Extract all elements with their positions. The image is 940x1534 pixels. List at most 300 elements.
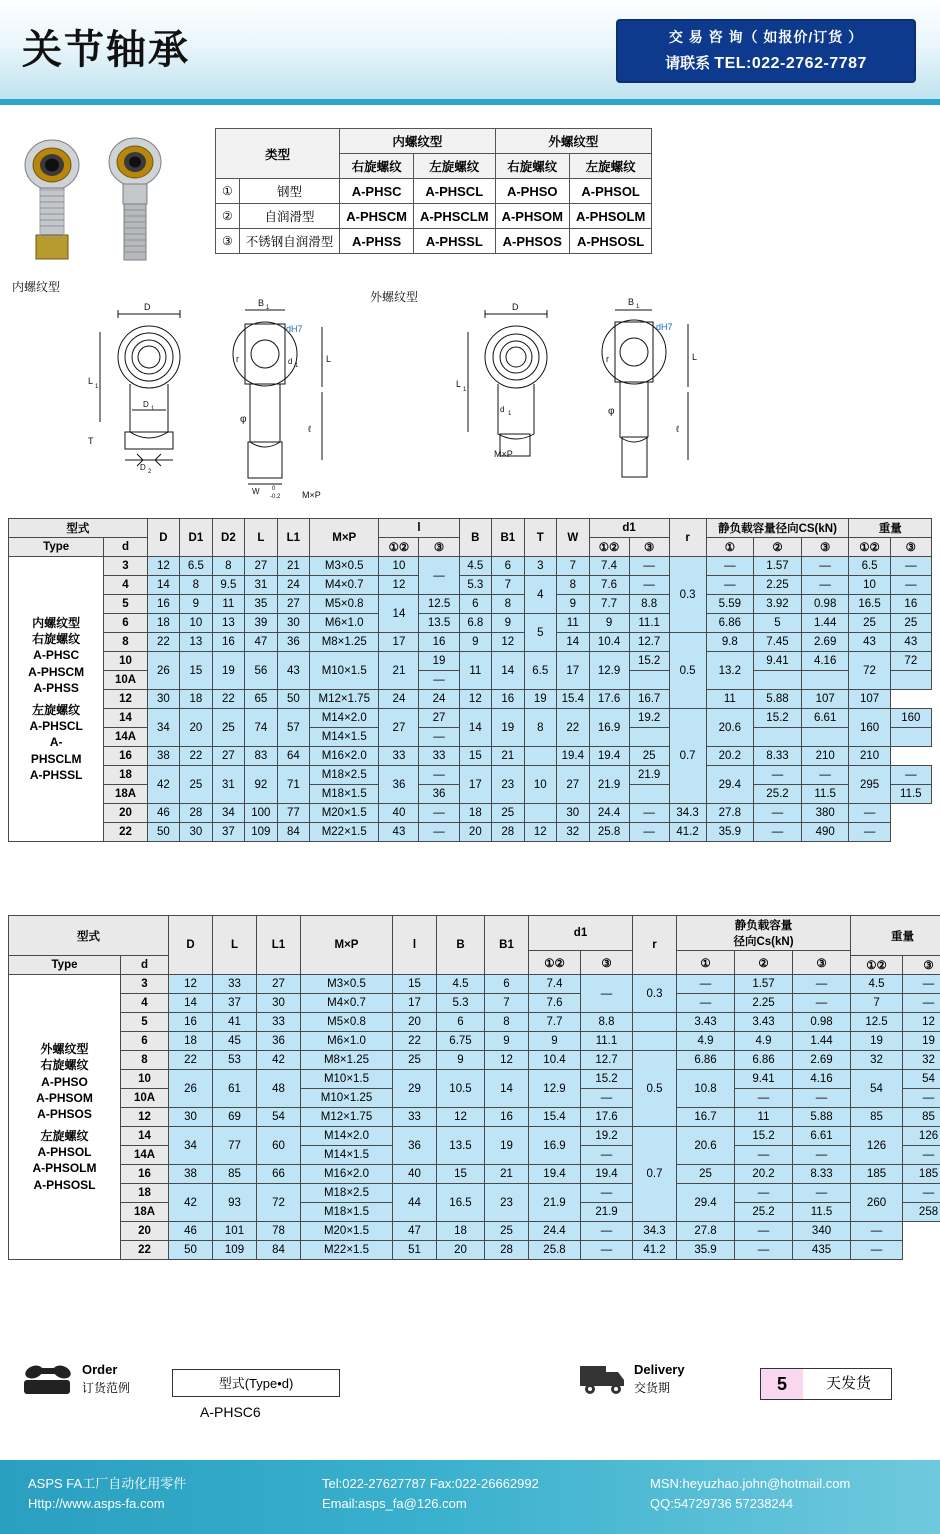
svg-text:ℓ: ℓ: [308, 424, 311, 434]
cell-cs3: 4.16: [801, 652, 849, 671]
cell2-d1b: 8.8: [581, 1013, 633, 1032]
type-name-3: A-PHSCM: [28, 664, 85, 679]
th2-B: B: [437, 916, 485, 975]
type2-name-2: A-PHSO: [41, 1074, 88, 1089]
cell2-B1: 6: [485, 975, 529, 994]
cell2-B1: 12: [485, 1051, 529, 1070]
cell-w3: —: [849, 823, 890, 842]
cell-d1b: 19.4: [589, 747, 629, 766]
cell2-L1: 48: [257, 1070, 301, 1108]
cell2-B: 6.75: [437, 1032, 485, 1051]
svg-text:M×P: M×P: [494, 449, 513, 459]
code-internal-left: A-PHSCL: [413, 179, 495, 204]
cell2-B1: 16: [485, 1108, 529, 1127]
cell-D2: 31: [212, 766, 244, 804]
cell-D: 22: [147, 633, 179, 652]
table-row: [9, 766, 932, 785]
cell2-w3: 54: [903, 1070, 940, 1089]
th-cs-2: ②: [754, 538, 802, 557]
sub-external-right: 右旋螺纹: [495, 154, 569, 179]
type-name-2: A-PHSC: [33, 648, 80, 663]
cell-L1: 43: [277, 652, 309, 690]
cell-w3: 210: [849, 747, 890, 766]
cell-w3: 25: [890, 614, 931, 633]
cell-d: 22: [104, 823, 147, 842]
th-B: B: [459, 519, 491, 557]
cell2-w12: 126: [851, 1127, 903, 1165]
cell2-cs2: 1.57: [735, 975, 793, 994]
cell-D1: 8: [180, 576, 212, 595]
cell2-cs2: 3.43: [735, 1013, 793, 1032]
group-external-header: 外螺纹型: [495, 129, 652, 154]
th-l-3: ③: [419, 538, 459, 557]
cell-d1a: 21.9: [589, 766, 629, 804]
cell-D: 30: [147, 690, 179, 709]
cell-l12: 36: [379, 766, 419, 804]
cell-w12: 107: [801, 690, 849, 709]
cell2-D: 12: [169, 975, 213, 994]
cell-W: 8: [557, 576, 589, 595]
code-external-left: A-PHSOSL: [569, 229, 651, 254]
cell-D1: 25: [180, 766, 212, 804]
th-w-12: ①②: [849, 538, 890, 557]
cell-D: 34: [147, 709, 179, 747]
cell2-L1: 60: [257, 1127, 301, 1165]
cell-L: 35: [245, 595, 277, 614]
th-type: 型式: [9, 519, 148, 538]
cell2-MP: M18×2.5: [301, 1184, 393, 1203]
cell-D1: 30: [180, 823, 212, 842]
table-row: [9, 557, 932, 576]
cell-cs3: 8.33: [754, 747, 802, 766]
cell2-d1a: 7.6: [529, 994, 581, 1013]
cell-B1: 14: [492, 652, 524, 690]
cell-l12: 12: [379, 576, 419, 595]
cell-D: 50: [147, 823, 179, 842]
cell-d: 3: [104, 557, 147, 576]
cell-D: 18: [147, 614, 179, 633]
cell2-w12: 85: [851, 1108, 903, 1127]
cell2-d1b: 15.2: [581, 1070, 633, 1089]
cell2-l: 25: [393, 1051, 437, 1070]
cell-D2: 16: [212, 633, 244, 652]
th-L: L: [245, 519, 277, 557]
cell2-B: 16.5: [437, 1184, 485, 1222]
figure-internal-thread: [40, 292, 370, 507]
cell-d1b: —: [629, 576, 669, 595]
cell-cs1: 16.7: [629, 690, 669, 709]
cell-B: 20: [459, 823, 491, 842]
cell2-B1: 23: [485, 1184, 529, 1222]
cell-D: 16: [147, 595, 179, 614]
cell2-d1a: 21.9: [529, 1184, 581, 1222]
cell2-d1b: 21.9: [581, 1203, 633, 1222]
cell-cs2: 1.57: [754, 557, 802, 576]
cell-cs3: —: [801, 766, 849, 785]
cell-MP: M22×1.5: [310, 823, 379, 842]
cell-d: 10A: [104, 671, 147, 690]
cell2-d: 12: [121, 1108, 169, 1127]
cell-L: 31: [245, 576, 277, 595]
th2-B1: B1: [485, 916, 529, 975]
cell-d1b: [629, 671, 669, 690]
svg-text:1: 1: [95, 384, 99, 390]
cell-cs2: 20.2: [706, 747, 754, 766]
delivery-label-en: Delivery: [634, 1362, 685, 1377]
cell-w3: —: [849, 804, 890, 823]
cell-D2: 25: [212, 709, 244, 747]
cell2-cs2: —: [735, 1184, 793, 1203]
th2-cs-1: ①: [677, 951, 735, 975]
cell-l3: 19: [419, 652, 459, 671]
svg-text:T: T: [88, 436, 94, 446]
cell2-cs3: —: [735, 1222, 793, 1241]
cell2-cs3: —: [735, 1241, 793, 1260]
th2-type-en: Type: [9, 956, 121, 975]
cell2-cs3: —: [793, 975, 851, 994]
cell2-d1b: —: [581, 1222, 633, 1241]
cell-w12: 380: [801, 804, 849, 823]
cell-d: 12: [104, 690, 147, 709]
cell2-d: 5: [121, 1013, 169, 1032]
type-name-5: 左旋螺纹: [32, 703, 81, 717]
sub-external-left: 左旋螺纹: [569, 154, 651, 179]
cell-d1b: 17.6: [589, 690, 629, 709]
cell-MP: M6×1.0: [310, 614, 379, 633]
cell-cs1: 41.2: [669, 823, 706, 842]
footer-email[interactable]: Email:asps_fa@126.com: [322, 1496, 467, 1511]
cell-r: 0.7: [669, 709, 706, 804]
cell2-w3: —: [851, 1222, 903, 1241]
cell-D1: 13: [180, 633, 212, 652]
order-type-box: 型式(Type•d): [172, 1369, 340, 1397]
cell-w12: 10: [849, 576, 890, 595]
th-d1: d1: [589, 519, 669, 538]
cell2-d1a: 7.4: [529, 975, 581, 994]
cell2-r: [633, 1032, 677, 1051]
svg-text:W: W: [252, 487, 260, 496]
table-row: [9, 614, 932, 633]
cell-cs3: 11.5: [801, 785, 849, 804]
th-cs: 静负载容量径向CS(kN): [706, 519, 849, 538]
cell-L: 83: [245, 747, 277, 766]
cell2-l: 36: [393, 1127, 437, 1165]
cell-cs2: 7.45: [754, 633, 802, 652]
cell-D: 38: [147, 747, 179, 766]
th2-cs-2: ②: [735, 951, 793, 975]
cell2-w3: —: [903, 1184, 940, 1203]
svg-text:1: 1: [151, 406, 155, 412]
cell2-d: 16: [121, 1165, 169, 1184]
cell-B: 15: [459, 747, 491, 766]
cell-L1: 84: [277, 823, 309, 842]
cell-D2: 11: [212, 595, 244, 614]
code-internal-right: A-PHSS: [340, 229, 414, 254]
table-row: [9, 690, 932, 709]
cell-l3: 33: [419, 747, 459, 766]
cell-L: 47: [245, 633, 277, 652]
contact-line-1: 交 易 咨 询（ 如报价/订货 ）: [668, 29, 864, 45]
cell-MP: M4×0.7: [310, 576, 379, 595]
footer-msn[interactable]: MSN:heyuzhao.john@hotmail.com: [650, 1476, 851, 1491]
cell2-B1: 14: [485, 1070, 529, 1108]
cell2-D: 42: [169, 1184, 213, 1222]
cell2-cs2: 27.8: [677, 1222, 735, 1241]
cell2-w3: —: [903, 1089, 940, 1108]
cell2-d1b: —: [581, 1184, 633, 1203]
svg-text:1: 1: [295, 363, 299, 369]
cell2-w3: —: [903, 975, 940, 994]
page-header: [0, 0, 940, 105]
contact-tel: TEL:022-2762-7787: [714, 55, 867, 72]
svg-text:D: D: [512, 302, 519, 312]
cell2-MP: M12×1.75: [301, 1108, 393, 1127]
cell-w12: 210: [801, 747, 849, 766]
cell-d: 5: [104, 595, 147, 614]
cell-d: 10: [104, 652, 147, 671]
cell2-l: 29: [393, 1070, 437, 1108]
th2-w-3: ③: [903, 956, 940, 975]
cell2-L: 41: [213, 1013, 257, 1032]
type2-name-4: A-PHSOS: [37, 1106, 92, 1121]
cell-l3: —: [419, 766, 459, 785]
cell-w12: 72: [849, 652, 890, 690]
th2-w-12: ①②: [851, 956, 903, 975]
footer-website[interactable]: Http://www.asps-fa.com: [28, 1496, 165, 1511]
sub-internal-left: 左旋螺纹: [413, 154, 495, 179]
cell-B1: 6: [492, 557, 524, 576]
order-example: A-PHSC6: [200, 1404, 261, 1420]
svg-text:D: D: [140, 463, 146, 472]
cell2-d1b: —: [581, 1089, 633, 1108]
cell-W: 9: [557, 595, 589, 614]
cell-cs1: 5.59: [706, 595, 754, 614]
cell2-cs3: 11.5: [793, 1203, 851, 1222]
cell-l3: —: [419, 823, 459, 842]
table-row: [9, 1184, 940, 1203]
cell-W: 7: [557, 557, 589, 576]
cell-L1: 24: [277, 576, 309, 595]
cell2-MP: M8×1.25: [301, 1051, 393, 1070]
th-D1: D1: [180, 519, 212, 557]
th2-d: d: [121, 956, 169, 975]
cell2-d1a: 16.9: [529, 1127, 581, 1165]
cell-l3: —: [419, 804, 459, 823]
cell2-L: 85: [213, 1165, 257, 1184]
svg-text:ℓ: ℓ: [676, 424, 679, 434]
cell2-r: 0.3: [633, 975, 677, 1013]
cell2-l: 22: [393, 1032, 437, 1051]
page-title: 关节轴承: [22, 28, 190, 72]
cell-cs3: 6.61: [801, 709, 849, 728]
cell-D1: 22: [180, 747, 212, 766]
cell2-B: 4.5: [437, 975, 485, 994]
cell2-D: 22: [169, 1051, 213, 1070]
cell2-d: 18A: [121, 1203, 169, 1222]
cell-l3: 13.5: [419, 614, 459, 633]
th-w-3: ③: [890, 538, 931, 557]
th2-d1-12: ①②: [529, 951, 581, 975]
cell-B: 9: [459, 633, 491, 652]
cell2-l: 17: [393, 994, 437, 1013]
cell2-MP: M10×1.25: [301, 1089, 393, 1108]
cell2-cs3: —: [793, 994, 851, 1013]
figure-label-external: 外螺纹型: [370, 290, 419, 304]
cell-MP: M16×2.0: [310, 747, 379, 766]
cell2-B1: 28: [485, 1241, 529, 1260]
cell-MP: M20×1.5: [310, 804, 379, 823]
cell2-D: 38: [169, 1165, 213, 1184]
th2-cs-3: ③: [793, 951, 851, 975]
cell-B: 6: [459, 595, 491, 614]
cell2-l: 47: [393, 1222, 437, 1241]
th2-d1: d1: [529, 916, 633, 951]
cell-W: [524, 747, 556, 766]
phone-icon: [22, 1358, 74, 1400]
cell2-L1: 84: [257, 1241, 301, 1260]
cell-cs1: 25: [629, 747, 669, 766]
th-cs-3: ③: [801, 538, 849, 557]
th-d1-3: ③: [629, 538, 669, 557]
cell-cs3: 0.98: [801, 595, 849, 614]
th-d: d: [104, 538, 147, 557]
cell2-cs3: —: [793, 1184, 851, 1203]
cell-d1a: 7.6: [589, 576, 629, 595]
cell-L: 92: [245, 766, 277, 804]
cell2-cs2: 2.25: [735, 994, 793, 1013]
cell-MP: M3×0.5: [310, 557, 379, 576]
cell-D1: 9: [180, 595, 212, 614]
cell-cs2: 5: [754, 614, 802, 633]
cell-L1: 77: [277, 804, 309, 823]
th-d1-12: ①②: [589, 538, 629, 557]
cell-B1: 19: [492, 709, 524, 747]
cell-T: 4: [524, 576, 556, 614]
cell-W: 19: [524, 690, 556, 709]
cell-T: 5: [524, 614, 556, 652]
cell2-MP: M5×0.8: [301, 1013, 393, 1032]
th-r: r: [669, 519, 706, 557]
cell-MP: M14×2.0: [310, 709, 379, 728]
table-row: [9, 1108, 940, 1127]
cell2-L: 109: [213, 1241, 257, 1260]
footer-company-name: ASPS FA工厂自动化用零件: [28, 1476, 187, 1491]
cell-D2: 37: [212, 823, 244, 842]
cell2-cs1: 10.8: [677, 1070, 735, 1108]
delivery-label-cn: 交货期: [634, 1381, 671, 1395]
cell2-cs3: —: [793, 1146, 851, 1165]
th-l: l: [379, 519, 459, 538]
cell-l12: 14: [379, 595, 419, 633]
row-index: ②: [216, 204, 240, 229]
th-L1: L1: [277, 519, 309, 557]
svg-text:L: L: [326, 354, 332, 364]
cell2-cs1: —: [677, 975, 735, 994]
cell-L1: 21: [277, 557, 309, 576]
cell-w12: 160: [849, 709, 890, 747]
cell-d: 18A: [104, 785, 147, 804]
cell2-cs3: 0.98: [793, 1013, 851, 1032]
cell-B1: 21: [492, 747, 524, 766]
cell2-w3: 185: [903, 1165, 940, 1184]
cell2-L1: 33: [257, 1013, 301, 1032]
cell-l3: 27: [419, 709, 459, 728]
sub-internal-right: 右旋螺纹: [340, 154, 414, 179]
cell-w3: 160: [890, 709, 931, 728]
th2-cs-line1: 静负载容量: [734, 920, 793, 932]
svg-text:φ: φ: [608, 406, 615, 417]
cell-d: 6: [104, 614, 147, 633]
cell-D2: 13: [212, 614, 244, 633]
cell-B: 11: [459, 652, 491, 690]
cell-D2: 27: [212, 747, 244, 766]
cell2-B: 10.5: [437, 1070, 485, 1108]
type-col-header: 类型: [216, 129, 340, 179]
table-row: [9, 652, 932, 671]
cell2-L: 101: [213, 1222, 257, 1241]
th2-d1-3: ③: [581, 951, 633, 975]
cell2-cs3: 4.16: [793, 1070, 851, 1089]
cell-l3: 24: [419, 690, 459, 709]
cell-d1b: 8.8: [629, 595, 669, 614]
cell-cs2: 27.8: [706, 804, 754, 823]
cell2-r: 0.7: [633, 1127, 677, 1222]
cell2-d1b: —: [581, 975, 633, 1013]
cell-W: 32: [557, 823, 589, 842]
cell2-D: 30: [169, 1108, 213, 1127]
type-name-8: PHSCLM: [30, 751, 82, 766]
cell-B1: 12: [492, 633, 524, 652]
type-name-1: 右旋螺纹: [32, 632, 81, 647]
cell-cs2: 2.25: [754, 576, 802, 595]
cell2-d1a: 25.8: [529, 1241, 581, 1260]
cell2-w12: 4.5: [851, 975, 903, 994]
cell2-d1b: 17.6: [581, 1108, 633, 1127]
cell2-d1a: 9: [529, 1032, 581, 1051]
cell2-cs2: 20.2: [735, 1165, 793, 1184]
cell2-d: 4: [121, 994, 169, 1013]
cell-d1b: —: [629, 804, 669, 823]
cell2-L1: 66: [257, 1165, 301, 1184]
th2-L1: L1: [257, 916, 301, 975]
cell2-d: 10: [121, 1070, 169, 1089]
cell2-cs2: 25.2: [735, 1203, 793, 1222]
cell2-L1: 27: [257, 975, 301, 994]
cell-d1b: [629, 785, 669, 804]
cell-d1b: —: [629, 557, 669, 576]
cell-L: 56: [245, 652, 277, 690]
cell-cs3: —: [754, 804, 802, 823]
table-row: [216, 179, 652, 204]
cell2-d: 18: [121, 1184, 169, 1203]
svg-text:dH7: dH7: [656, 322, 673, 332]
th-D: D: [147, 519, 179, 557]
table-row: [9, 709, 932, 728]
cell-l3: 12.5: [419, 595, 459, 614]
cell-cs3: 2.69: [801, 633, 849, 652]
cell2-D: 14: [169, 994, 213, 1013]
cell-L: 27: [245, 557, 277, 576]
cell2-cs3: 6.61: [793, 1127, 851, 1146]
type-name-4: A-PHSS: [33, 680, 79, 695]
internal-thread-spec-table: [8, 518, 932, 842]
cell2-w3: 258: [903, 1203, 940, 1222]
svg-text:φ: φ: [240, 414, 247, 425]
cell2-d1a: 24.4: [529, 1222, 581, 1241]
svg-text:L: L: [88, 376, 94, 386]
cell-d1a: 12.9: [589, 652, 629, 690]
type2-name-6: A-PHSOL: [37, 1145, 92, 1160]
